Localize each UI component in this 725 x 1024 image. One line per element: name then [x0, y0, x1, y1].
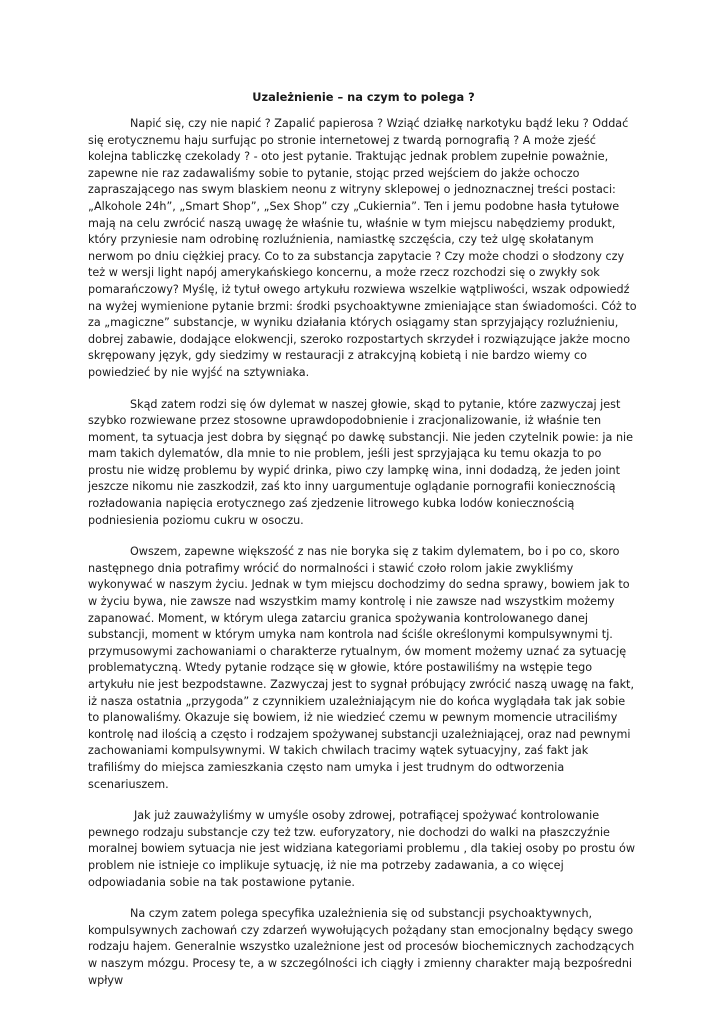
- paragraph-3: Owszem, zapewne większość z nas nie boryka się z takim dylematem, bo i po co, skoro następnego dnia potrafimy wrócić do normalności i stawić czoło rolom jakie zwykliśmy wykonywać w naszym życiu. Jednak w tym miejscu dochodzimy do sedna sprawy, bowiem jak to w życiu bywa, nie zawsze nad wszystkim mamy kontrolę i nie zawsze nad wszystkim możemy zapanować. Moment, w którym ulega zatarciu granica spożywania kontrolowanego danej substancji, moment w którym umyka nam kontrola nad ściśle określonymi kompulsywnymi tj. przymusowymi zachowaniami o charakterze rytualnym, ów moment możemy uznać za sytuację problematyczną. Wtedy pytanie rodzące się w głowie, które postawiliśmy na wstępie tego artykułu nie jest bezpodstawne. Zazwyczaj jest to sygnał próbujący zwrócić naszą uwagę na fakt, iż nasza ostatnia „przygoda” z czynnikiem uzależniającym nie do końca wyglądała tak jak sobie to planowaliśmy. Okazuje się bowiem, iż nie wiedzieć czemu w pewnym momencie utraciliśmy kontrolę nad ilością a często i rodzajem spożywanej substancji uzależniającej, oraz nad pewnymi zachowaniami kompulsywnymi. W takich chwilach tracimy wątek sytuacyjny, zaś fakt jak trafiliśmy do miejsca zamieszkania często nam umyka i jest trudnym do odtworzenia scenariuszem.: [88, 545, 634, 791]
- paragraph-1: Napić się, czy nie napić ? Zapalić papierosa ? Wziąć działkę narkotyku bądź leku ? Oddać się erotycznemu haju surfując po stronie internetowej z twardą pornografią ? A może zjeść kolejna tabliczkę czekolady ? - oto jest pytanie. Traktując jednak problem zupełnie poważnie, zapewne nie raz zadawaliśmy sobie to pytanie, stojąc przed wejściem do jakże ochoczo zapraszającego nas swym blaskiem neonu z witryny sklepowej o jednoznacznej treści postaci: „Alkohole 24h”, „Smart Shop”, „Sex Shop” czy „Cukiernia”. Ten i jemu podobne hasła tytułowe mają na celu zwrócić naszą uwagę że właśnie tu, właśnie w tym miejscu nabędziemy produkt, który przyniesie nam odrobinę rozluźnienia, namiastkę szczęścia, czy też ulgę skołatanym nerwom po dniu ciężkiej pracy. Co to za substancja zapytacie ? Czy może chodzi o słodzony czy też w wersji light napój amerykańskiego koncernu, a może rzecz rozchodzi się o zwykły sok pomarańczowy? Myślę, iż tytuł owego artykułu rozwiewa wszelkie wątpliwości, wszak odpowiedź na wyżej wymienione pytanie brzmi: środki psychoaktywne zmieniające stan świadomości. Cóż to za „magiczne” substancje, w wyniku działania których osiągamy stan sprzyjający rozluźnieniu, dobrej zabawie, dodające elokwencji, szeroko rozpostartych skrzydeł i rozwiązujące jakże mocno skrępowany język, gdy siedzimy w restauracji z atrakcyjną kobietą i nie bardzo wiemy co powiedzieć by nie wyjść na sztywniaka.: [88, 117, 637, 379]
- document-title: Uzależnienie – na czym to polega ?: [252, 90, 475, 104]
- paragraph-2: Skąd zatem rodzi się ów dylemat w naszej głowie, skąd to pytanie, które zazwyczaj jest szybko rozwiewane przez stosowne uprawdopodobnienie i zracjonalizowanie, iż właśnie ten moment, ta sytuacja jest dobra by sięgnąć po dawkę substancji. Nie jeden czytelnik powie: ja nie mam takich dylematów, dla mnie to nie problem, jeśli jest sprzyjająca ku temu okazja to po prostu nie widzę problemu by wypić drinka, piwo czy lampkę wina, inni dodadzą, że jeden joint jeszcze nikomu nie zaszkodził, zaś kto inny uargumentuje oglądanie pornografii koniecznością rozładowania napięcia erotycznego zaś zjedzenie litrowego kubka lodów koniecznością podniesienia poziomu cukru w osoczu.: [88, 397, 634, 527]
- paragraph-5: Na czym zatem polega specyfika uzależnienia się od substancji psychoaktywnych, kompulsywnych zachowań czy zdarzeń wywołujących pożądany stan emocjonalny będący swego rodzaju hajem. Generalnie wszystko uzależnione jest od procesów biochemicznych zachodzących w naszym mózgu. Procesy te, a w szczególności ich ciągły i zmienny charakter mają bezpośredni wpływ: [88, 907, 635, 987]
- paragraph-4: Jak już zauważyliśmy w umyśle osoby zdrowej, potrafiącej spożywać kontrolowanie pewnego rodzaju substancje czy też tzw. euforyzatory, nie dochodzi do walki na płaszczyźnie moralnej bowiem sytuacja nie jest widziana kategoriami problemu , dla takiej osoby po prostu ów problem nie istnieje co implikuje sytuację, iż nie ma potrzeby zadawania, a co więcej odpowiadania sobie na tak postawione pytanie.: [88, 809, 636, 889]
